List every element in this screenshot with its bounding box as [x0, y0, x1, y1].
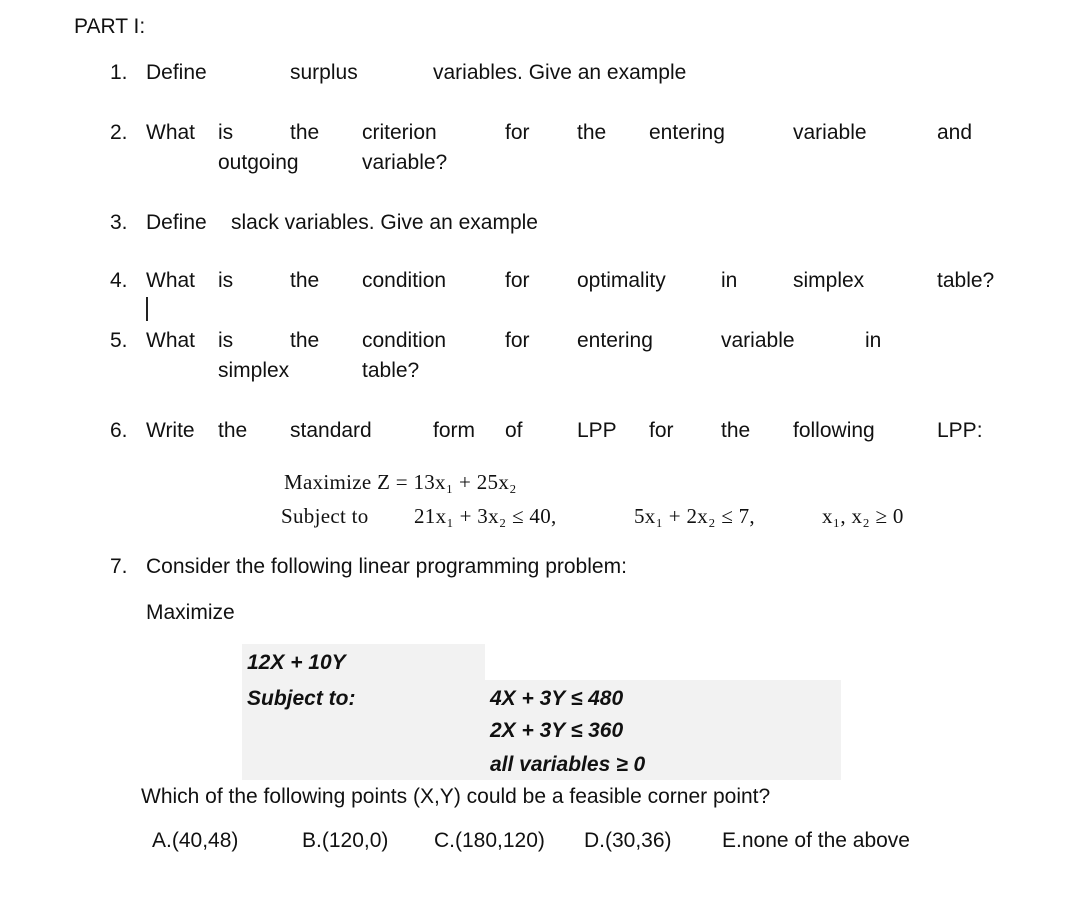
q7-constraint-1: 4X + 3Y ≤ 480: [490, 687, 624, 710]
q6-word: the: [721, 419, 751, 442]
q5-word: for: [505, 329, 530, 352]
q6-objective: Maximize Z = 13x₁ + 25x₂: [284, 470, 517, 494]
q5-word: in: [865, 329, 882, 352]
q7-option-c: C.(180,120): [434, 829, 545, 852]
q5-number: 5.: [110, 329, 128, 352]
q2-word: the: [577, 121, 607, 144]
q6-word: for: [649, 419, 674, 442]
text-cursor: [146, 297, 148, 321]
q2-word: criterion: [362, 121, 437, 144]
q4-word: for: [505, 269, 530, 292]
q2-word: for: [505, 121, 530, 144]
q5-word: is: [218, 329, 234, 352]
q4-word: the: [290, 269, 320, 292]
page-heading: PART I:: [74, 15, 146, 38]
q5-word: condition: [362, 329, 447, 352]
q6-constraint-1: 21x₁ + 3x₂ ≤ 40,: [414, 504, 557, 528]
q7-constraint-2: 2X + 3Y ≤ 360: [490, 719, 624, 742]
q4-number: 4.: [110, 269, 128, 292]
q5-word: entering: [577, 329, 653, 352]
q4-word: optimality: [577, 269, 666, 292]
q6-word: following: [793, 419, 875, 442]
q5-word: What: [146, 329, 196, 352]
q2-word: and: [937, 121, 973, 144]
q2-word: the: [290, 121, 320, 144]
q4-word: in: [721, 269, 738, 292]
q6-word: LPP:: [937, 419, 983, 442]
q1-word: variables. Give an example: [433, 61, 687, 84]
q3-word: slack variables. Give an example: [231, 211, 538, 234]
q2-word: What: [146, 121, 196, 144]
q2-word: variable?: [362, 151, 448, 174]
q1-word: Define: [146, 61, 207, 84]
q7-constraint-3: all variables ≥ 0: [490, 753, 646, 776]
q1-word: surplus: [290, 61, 358, 84]
q6-subject-label: Subject to: [281, 504, 369, 528]
q4-word: condition: [362, 269, 447, 292]
q7-intro: Consider the following linear programming problem:: [146, 555, 627, 578]
q5-word: table?: [362, 359, 420, 382]
q4-word: is: [218, 269, 234, 292]
q6-nonnegativity: x₁, x₂ ≥ 0: [822, 504, 904, 528]
q2-word: variable: [793, 121, 867, 144]
q7-question: Which of the following points (X,Y) could be a feasible corner point?: [141, 785, 771, 808]
q5-word: simplex: [218, 359, 290, 382]
q6-word: standard: [290, 419, 372, 442]
q7-option-e: E.none of the above: [722, 829, 910, 852]
q6-number: 6.: [110, 419, 128, 442]
q7-maximize-label: Maximize: [146, 601, 235, 624]
q2-word: outgoing: [218, 151, 299, 174]
q6-word: of: [505, 419, 523, 442]
q6-word: LPP: [577, 419, 617, 442]
q5-word: variable: [721, 329, 795, 352]
q1-number: 1.: [110, 61, 128, 84]
q5-word: the: [290, 329, 320, 352]
q2-word: entering: [649, 121, 725, 144]
q7-option-d: D.(30,36): [584, 829, 672, 852]
q3-number: 3.: [110, 211, 128, 234]
q2-number: 2.: [110, 121, 128, 144]
q7-objective: 12X + 10Y: [247, 651, 346, 674]
q6-word: Write: [146, 419, 195, 442]
q7-subject-label: Subject to:: [247, 687, 356, 710]
q6-word: form: [433, 419, 475, 442]
q7-option-b: B.(120,0): [302, 829, 389, 852]
q4-word: table?: [937, 269, 995, 292]
q7-number: 7.: [110, 555, 128, 578]
q7-option-a: A.(40,48): [152, 829, 239, 852]
q3-word: Define: [146, 211, 207, 234]
q4-word: What: [146, 269, 196, 292]
q4-word: simplex: [793, 269, 865, 292]
q2-word: is: [218, 121, 234, 144]
q6-word: the: [218, 419, 248, 442]
q6-constraint-2: 5x₁ + 2x₂ ≤ 7,: [634, 504, 755, 528]
